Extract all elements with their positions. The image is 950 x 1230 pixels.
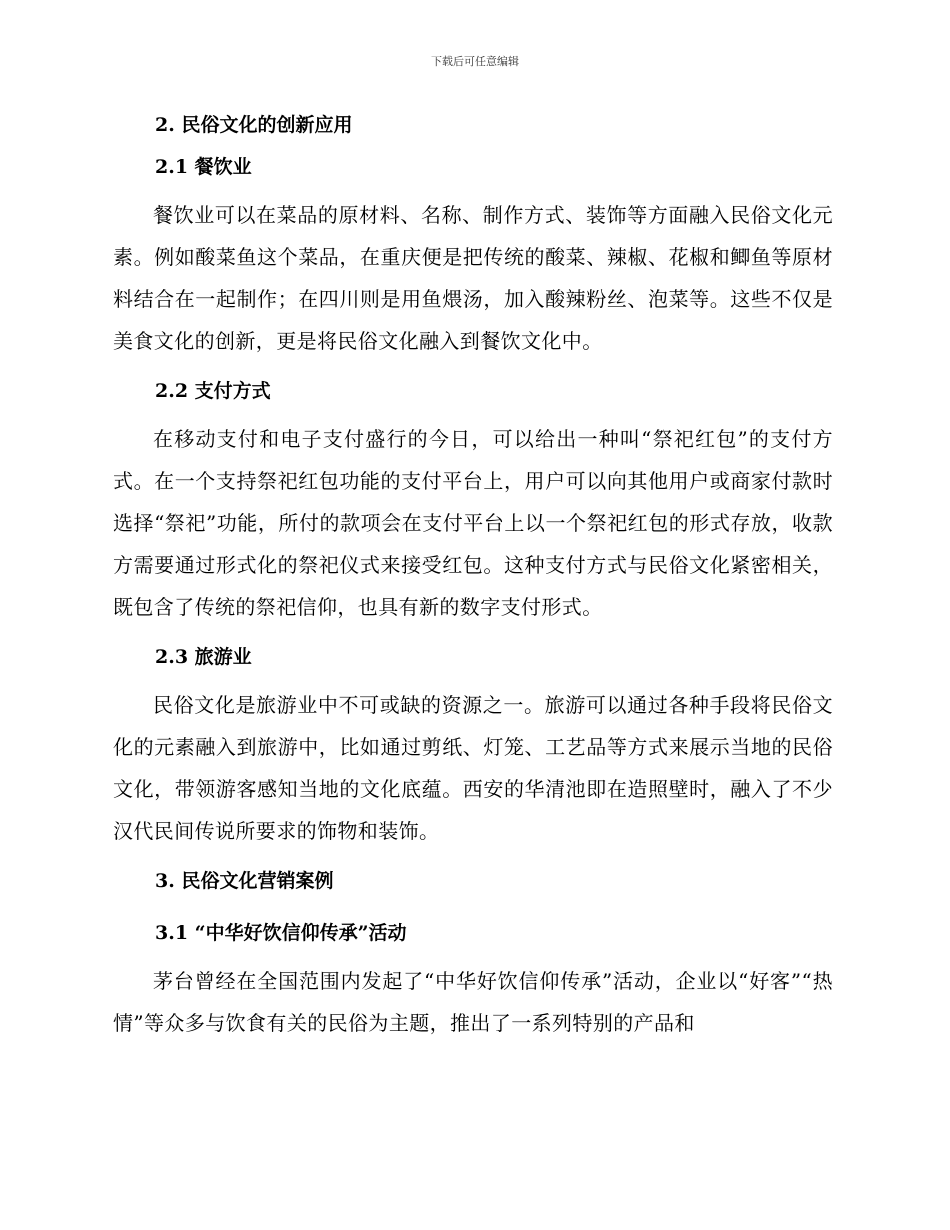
document-body [113,110,833,1044]
section-heading-3-1: 3.1 “中华好饮信仰传承”活动 [155,922,407,944]
section-heading-2-3: 2.3 旅游业 [155,646,252,668]
paragraph-2-2: 在移动支付和电子支付盛行的今日，可以给出一种叫“祭祀红包”的支付方式。在一个支持祭祀红包功能的支付平台上，用户可以向其他用户或商家付款时选择“祭祀”功能，所付的款项会在支付平台上以一个祭祀红包的形式存放，收款方需要通过形式化的祭祀仪式来接受红包。这种支付方式与民俗文化紧密相关，既包含了传统的祭祀信仰，也具有新的数字支付形式。 [113,427,833,619]
section-heading-2-2: 2.2 支付方式 [155,380,271,402]
section-heading-3: 3. 民俗文化营销案例 [155,870,334,892]
paragraph-3-1: 茅台曾经在全国范围内发起了“中华好饮信仰传承”活动，企业以“好客”“热情”等众多与饮食有关的民俗为主题，推出了一系列特别的产品和 [113,969,833,1035]
section-heading-2-1: 2.1 餐饮业 [155,156,252,178]
section-heading-2: 2. 民俗文化的创新应用 [155,114,353,136]
page-header: 下载后可任意编辑 [431,55,519,68]
paragraph-2-3: 民俗文化是旅游业中不可或缺的资源之一。旅游可以通过各种手段将民俗文化的元素融入到旅游中，比如通过剪纸、灯笼、工艺品等方式来展示当地的民俗文化，带领游客感知当地的文化底蕴。西安的华清池即在造照壁时，融入了不少汉代民间传说所要求的饰物和装饰。 [113,693,833,843]
paragraph-2-1: 餐饮业可以在菜品的原材料、名称、制作方式、装饰等方面融入民俗文化元素。例如酸菜鱼这个菜品，在重庆便是把传统的酸菜、辣椒、花椒和鲫鱼等原材料结合在一起制作；在四川则是用鱼煨汤，加入酸辣粉丝、泡菜等。这些不仅是美食文化的创新，更是将民俗文化融入到餐饮文化中。 [113,203,833,353]
